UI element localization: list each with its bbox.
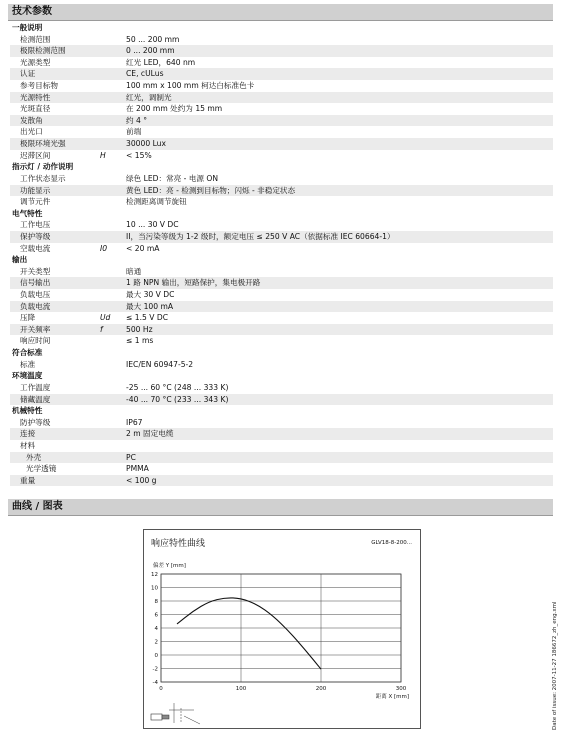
spec-row xyxy=(10,92,553,104)
spec-row xyxy=(10,126,553,138)
spec-group-label: 输出 xyxy=(12,255,28,265)
y-tick-label: 12 xyxy=(151,572,158,578)
x-tick-label: 100 xyxy=(235,686,247,692)
spec-row xyxy=(10,289,553,301)
spec-row xyxy=(10,173,553,185)
spec-value: -25 ... 60 °C (248 ... 333 K) xyxy=(126,382,229,392)
chart-code: GLV18-8-200... xyxy=(371,540,412,546)
spec-label: 光源类型 xyxy=(20,57,51,67)
sensor-lens-icon xyxy=(162,715,169,719)
y-tick-label: 10 xyxy=(151,585,158,592)
spec-label: 极限检测范围 xyxy=(20,46,66,56)
spec-label: 开关类型 xyxy=(20,266,51,276)
spec-label: 参考目标物 xyxy=(20,81,58,91)
spec-label: 负载电流 xyxy=(20,301,51,311)
spec-value: 约 4 ° xyxy=(126,115,148,125)
spec-value: 1 路 NPN 输出，短路保护，集电极开路 xyxy=(126,278,261,288)
spec-group-header xyxy=(10,254,553,266)
spec-value: 500 Hz xyxy=(126,324,153,334)
spec-row xyxy=(10,80,553,92)
spec-group-header xyxy=(10,161,553,173)
spec-group-label: 一般说明 xyxy=(12,23,43,32)
spec-label: 空载电流 xyxy=(20,243,51,253)
chart-title: 响应特性曲线 xyxy=(151,539,206,549)
spec-row xyxy=(10,475,553,487)
spec-row xyxy=(10,428,553,440)
spec-row xyxy=(10,45,553,57)
spec-row xyxy=(10,185,553,197)
spec-value: IEC/EN 60947-5-2 xyxy=(126,359,194,369)
spec-row xyxy=(10,417,553,429)
spec-row xyxy=(10,394,553,406)
spec-symbol: I0 xyxy=(100,243,108,253)
y-tick-label: 8 xyxy=(154,599,158,605)
y-tick-label: 0 xyxy=(154,653,158,659)
spec-value: ≤ 1 ms xyxy=(126,336,154,346)
spec-row xyxy=(10,382,553,394)
spec-symbol: Ud xyxy=(100,313,111,323)
y-tick-label: -2 xyxy=(152,666,158,673)
beam-line-icon xyxy=(184,716,200,724)
spec-label: 出光口 xyxy=(20,127,43,137)
spec-group-label: 环境温度 xyxy=(12,371,43,381)
spec-label: 工作温度 xyxy=(20,382,51,392)
spec-label: 极限环境光强 xyxy=(20,139,66,149)
spec-symbol: H xyxy=(100,150,106,160)
chart-y-axis-label: 偏差 Y [mm] xyxy=(153,563,186,569)
spec-label: 防护等级 xyxy=(20,417,51,427)
spec-label: 功能显示 xyxy=(20,185,51,195)
tech-spec-divider xyxy=(8,20,553,21)
y-tick-label: 6 xyxy=(154,612,158,619)
y-tick-label: 2 xyxy=(154,639,158,646)
spec-label: 工作电压 xyxy=(20,220,51,230)
spec-group-header xyxy=(10,347,553,359)
spec-row xyxy=(10,103,553,115)
spec-label: 重量 xyxy=(20,475,36,485)
spec-row xyxy=(10,312,553,324)
spec-group-header xyxy=(10,208,553,220)
spec-symbol: f xyxy=(100,324,103,334)
spec-label: 开关频率 xyxy=(20,324,51,334)
spec-group-header xyxy=(10,370,553,382)
response-curve-chart xyxy=(143,529,421,729)
spec-value: 红光，调制光 xyxy=(126,92,172,102)
spec-value: ≤ 1.5 V DC xyxy=(126,313,169,323)
spec-value: 0 ... 200 mm xyxy=(126,46,175,56)
spec-label: 调节元件 xyxy=(20,197,51,207)
spec-row xyxy=(10,150,553,162)
spec-label: 压降 xyxy=(20,313,36,323)
sensor-body-icon xyxy=(151,714,162,720)
spec-label: 迟滞区间 xyxy=(20,150,51,160)
issue-date-note: Date of issue: 2007-11-27 186672_zh_eng.xml xyxy=(552,601,558,730)
spec-row xyxy=(10,335,553,347)
spec-row xyxy=(10,301,553,313)
spec-value: 检测距离调节旋钮 xyxy=(126,197,187,207)
spec-row xyxy=(10,115,553,127)
spec-group-label: 符合标准 xyxy=(12,348,43,358)
spec-value: CE, cULus xyxy=(126,69,164,79)
curves-section-bar xyxy=(8,499,553,515)
spec-value: -40 ... 70 °C (233 ... 343 K) xyxy=(126,394,229,404)
x-tick-label: 0 xyxy=(159,686,163,692)
tech-spec-title: 技术参数 xyxy=(12,6,52,17)
spec-value: 2 m 固定电缆 xyxy=(126,429,174,439)
spec-group-label: 电气特性 xyxy=(12,208,43,218)
spec-value: 100 mm x 100 mm 柯达白标准色卡 xyxy=(126,81,255,91)
spec-row xyxy=(10,324,553,336)
spec-value: < 15% xyxy=(126,150,152,160)
spec-value: 在 200 mm 处约为 15 mm xyxy=(126,104,223,114)
spec-row xyxy=(10,463,553,475)
spec-label: 认证 xyxy=(20,69,36,79)
spec-row xyxy=(10,196,553,208)
spec-value: 最大 30 V DC xyxy=(126,290,175,300)
spec-row xyxy=(10,138,553,150)
tech-spec-section-bar xyxy=(8,4,553,20)
spec-value: 30000 Lux xyxy=(126,139,166,149)
spec-label: 光斑直径 xyxy=(20,104,51,114)
x-tick-label: 300 xyxy=(395,686,407,692)
x-tick-label: 200 xyxy=(315,686,327,692)
chart-x-axis-label: 距离 X [mm] xyxy=(375,694,409,700)
spec-value: 最大 100 mA xyxy=(126,301,174,311)
spec-label: 响应时间 xyxy=(20,336,51,346)
curves-title: 曲线 / 图表 xyxy=(12,501,63,512)
spec-table xyxy=(10,22,553,486)
spec-row xyxy=(10,68,553,80)
spec-value: 黄色 LED：亮 - 检测到目标物；闪烁 - 非稳定状态 xyxy=(126,185,296,195)
spec-row xyxy=(10,219,553,231)
spec-group-label: 指示灯 / 动作说明 xyxy=(12,162,74,172)
spec-label: 检测范围 xyxy=(20,34,51,44)
spec-row xyxy=(10,266,553,278)
spec-value: < 20 mA xyxy=(126,243,160,253)
spec-row xyxy=(10,57,553,69)
spec-value: IP67 xyxy=(126,417,143,427)
spec-value: 前端 xyxy=(126,127,142,137)
spec-label: 保护等级 xyxy=(20,231,51,241)
spec-value: II，当污染等级为 1-2 级时，额定电压 ≤ 250 V AC（依据标准 IEC 60664-1） xyxy=(126,231,395,241)
spec-label: 光学透镜 xyxy=(26,464,57,474)
curves-divider xyxy=(8,515,553,516)
spec-group-label: 机械特性 xyxy=(12,406,43,416)
spec-value: < 100 g xyxy=(126,475,157,485)
spec-label: 连接 xyxy=(20,429,36,439)
spec-value: PMMA xyxy=(126,464,149,474)
y-tick-label: 4 xyxy=(154,626,158,632)
spec-row xyxy=(10,440,553,452)
spec-label: 外壳 xyxy=(26,452,42,462)
response-curve-line xyxy=(177,598,321,669)
spec-row xyxy=(10,359,553,371)
spec-value: 绿色 LED：常亮 - 电源 ON xyxy=(126,173,219,183)
spec-value: 10 ... 30 V DC xyxy=(126,220,179,230)
spec-label: 储藏温度 xyxy=(20,394,51,404)
spec-value: 50 ... 200 mm xyxy=(126,34,180,44)
spec-value: 红光 LED，640 nm xyxy=(126,57,196,67)
spec-value: PC xyxy=(126,452,136,462)
spec-label: 材料 xyxy=(20,440,36,450)
spec-label: 发散角 xyxy=(20,115,43,125)
spec-value: 暗通 xyxy=(126,266,142,276)
spec-group-header xyxy=(10,405,553,417)
spec-label: 光源特性 xyxy=(20,92,51,102)
spec-row xyxy=(10,231,553,243)
spec-label: 负载电压 xyxy=(20,290,51,300)
spec-label: 信号输出 xyxy=(20,278,51,288)
spec-label: 标准 xyxy=(20,359,36,369)
spec-group-header xyxy=(10,22,553,34)
spec-row xyxy=(10,34,553,46)
chart-svg xyxy=(144,530,420,728)
spec-row xyxy=(10,277,553,289)
y-tick-label: -4 xyxy=(152,680,158,686)
spec-row xyxy=(10,243,553,255)
spec-label: 工作状态显示 xyxy=(20,173,66,183)
spec-row xyxy=(10,452,553,464)
